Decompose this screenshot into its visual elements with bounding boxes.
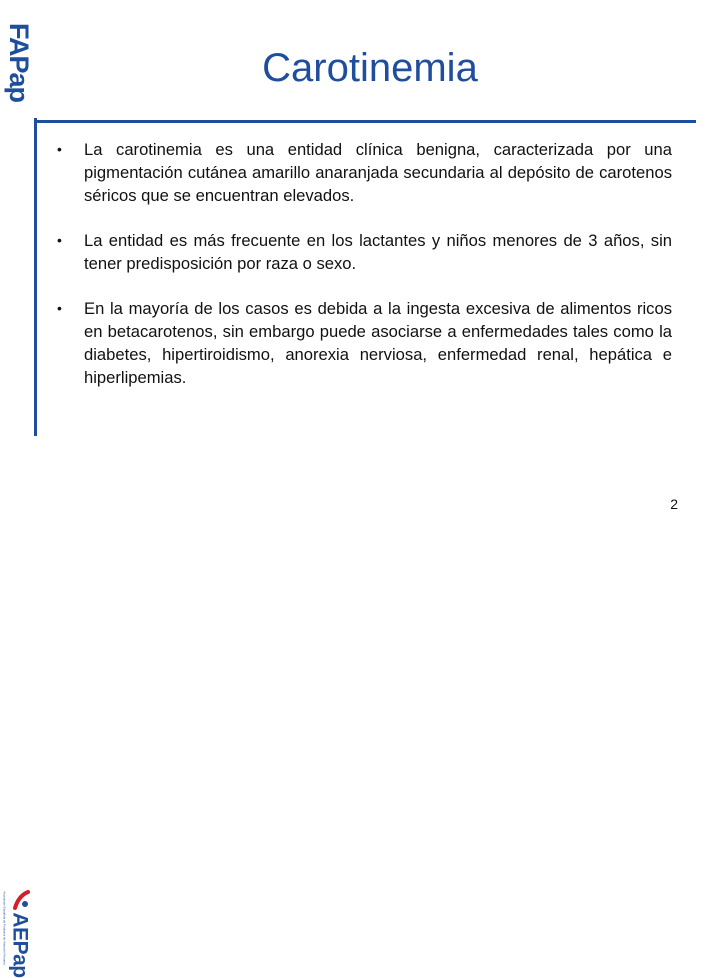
bullet-item (54, 229, 672, 275)
bullet-dot: • (57, 232, 62, 248)
bullet-dot: • (57, 300, 62, 316)
aepap-logo-subtitle-text: Asociación Española de Pediatría de Atención Primaria (3, 891, 8, 965)
aepap-logo-wordmark (8, 914, 32, 976)
fapap-logo-text: FAPap (4, 22, 35, 102)
title-underline-rule (36, 120, 696, 123)
fapap-logo (4, 14, 34, 110)
bullet-dot: • (57, 141, 62, 157)
aepap-logo-text: AEPap (9, 912, 32, 978)
bullet-text: La entidad es más frecuente en los lactantes y niños menores de 3 años, sin tener predisposición por raza o sexo. (84, 231, 672, 273)
aepap-logo (0, 440, 34, 978)
bullet-list (54, 138, 672, 389)
left-vertical-rule (34, 118, 37, 436)
bullet-text: La carotinemia es una entidad clínica benigna, caracterizada por una pigmentación cutánea amarillo anaranjada secundaria al depósito de carotenos séricos que se encuentran elevados. (84, 140, 672, 205)
page-number: 2 (670, 496, 678, 512)
bullet-text: En la mayoría de los casos es debida a la ingesta excesiva de alimentos ricos en betacarotenos, sin embargo puede asociarse a enfermedades tales como la diabetes, hipertiroidismo, anorexia nerviosa, enfermedad renal, hepática e hiperlipemias. (84, 299, 672, 387)
bullet-item (54, 297, 672, 389)
slide-title: Carotinemia (262, 46, 478, 90)
bullet-item (54, 138, 672, 207)
aepap-swoosh-icon (12, 888, 30, 912)
